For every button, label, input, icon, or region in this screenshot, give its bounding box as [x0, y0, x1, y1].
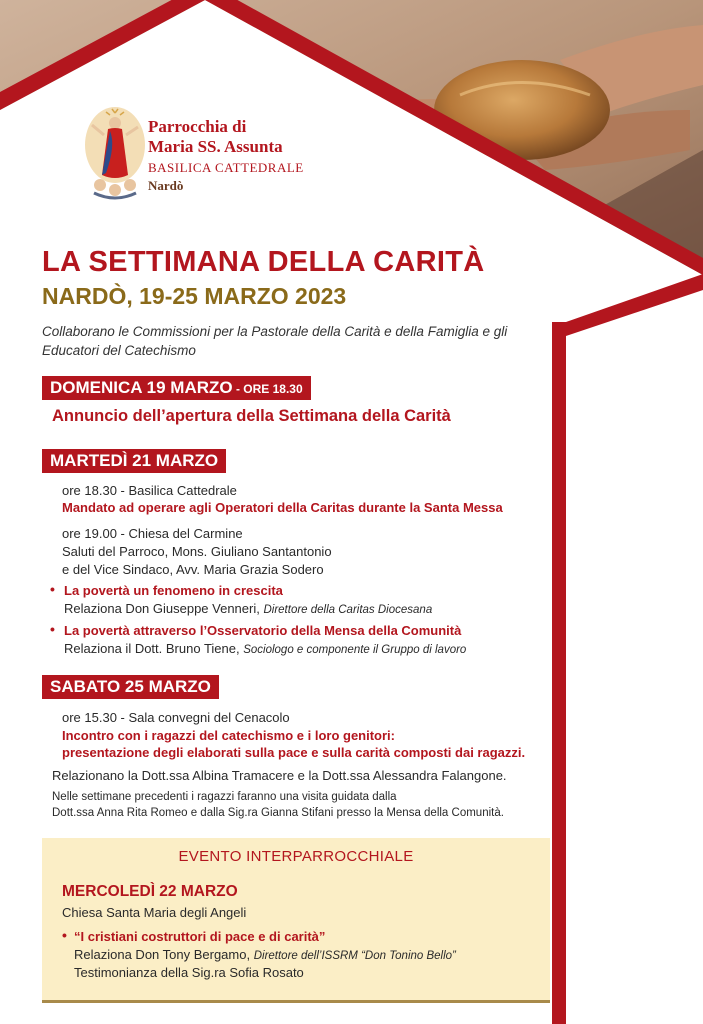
event-heading: EVENTO INTERPARROCCHIALE: [178, 848, 414, 865]
tuesday-talk-2-speaker: [64, 640, 466, 659]
parish-line-4: Nardò: [148, 178, 184, 193]
saturday-badge: SABATO 25 MARZO: [42, 675, 219, 699]
parish-line-2: Maria SS. Assunta: [148, 137, 283, 156]
bullet-icon: •: [50, 581, 55, 597]
parish-header: [148, 117, 304, 195]
tuesday-line-4: Saluti del Parroco, Mons. Giuliano Santantonio: [62, 544, 332, 559]
tuesday-talk-1-title: La povertà un fenomeno in crescita: [64, 583, 283, 598]
saturday-line-1: ore 15.30 - Sala convegni del Cenacolo: [62, 710, 290, 725]
sunday-announcement: Annuncio dell’apertura della Settimana della Carità: [52, 407, 451, 425]
parish-line-1: Parrocchia di: [148, 117, 247, 136]
event-speaker-role: Direttore dell’ISSRM “Don Tonino Bello”: [253, 950, 456, 962]
talk-2-speaker-name: Relaziona il Dott. Bruno Tiene,: [64, 641, 244, 656]
tuesday-line-2: Mandato ad operare agli Operatori della Caritas durante la Santa Messa: [62, 500, 503, 515]
tuesday-line-3: ore 19.00 - Chiesa del Carmine: [62, 526, 243, 541]
bullet-icon: •: [62, 927, 67, 943]
event-place: Chiesa Santa Maria degli Angeli: [62, 905, 247, 920]
talk-1-speaker-name: Relaziona Don Giuseppe Venneri,: [64, 601, 264, 616]
event-speaker-name: Relaziona Don Tony Bergamo,: [74, 947, 254, 962]
tuesday-line-1: ore 18.30 - Basilica Cattedrale: [62, 483, 237, 498]
tuesday-line-5: e del Vice Sindaco, Avv. Maria Grazia Sodero: [62, 562, 324, 577]
page-subtitle: NARDÒ, 19-25 MARZO 2023: [42, 283, 347, 309]
parish-line-3: BASILICA CATTEDRALE: [148, 160, 304, 175]
saturday-line-6: Dott.ssa Anna Rita Romeo e dalla Sig.ra Gianna Stifani presso la Mensa della Comunità.: [52, 807, 504, 819]
madonna-emblem-icon: [80, 105, 150, 205]
event-testimony: Testimonianza della Sig.ra Sofia Rosato: [74, 965, 304, 980]
sunday-badge: [42, 376, 311, 400]
bullet-icon: •: [50, 621, 55, 637]
page-title: LA SETTIMANA DELLA CARITÀ: [42, 246, 485, 278]
sunday-badge-label: DOMENICA 19 MARZO: [50, 378, 233, 397]
event-talk-title: “I cristiani costruttori di pace e di carità”: [74, 929, 326, 944]
tuesday-talk-2-title: La povertà attraverso l’Osservatorio della Mensa della Comunità: [64, 623, 462, 638]
sunday-badge-time: - ORE 18.30: [232, 382, 303, 396]
intro-text: Collaborano le Commissioni per la Pastorale della Carità e della Famiglia e gli Educatori del Catechismo: [42, 324, 508, 358]
event-speaker: [74, 946, 456, 965]
saturday-line-5: Nelle settimane precedenti i ragazzi faranno una visita guidata dalla: [52, 791, 397, 803]
saturday-line-4: Relazionano la Dott.ssa Albina Tramacere e la Dott.ssa Alessandra Falangone.: [52, 768, 507, 783]
talk-1-speaker-role: Direttore della Caritas Diocesana: [263, 604, 433, 616]
saturday-line-2: Incontro con i ragazzi del catechismo e i loro genitori:: [62, 728, 395, 743]
tuesday-badge: MARTEDÌ 21 MARZO: [42, 449, 226, 473]
event-date: MERCOLEDÌ 22 MARZO: [62, 883, 238, 900]
talk-2-speaker-role: Sociologo e componente il Gruppo di lavoro: [243, 644, 467, 656]
tuesday-talk-1-speaker: [64, 600, 432, 619]
event-box-divider: [42, 1000, 550, 1003]
saturday-line-3: presentazione degli elaborati sulla pace e sulla carità composti dai ragazzi.: [62, 745, 526, 760]
